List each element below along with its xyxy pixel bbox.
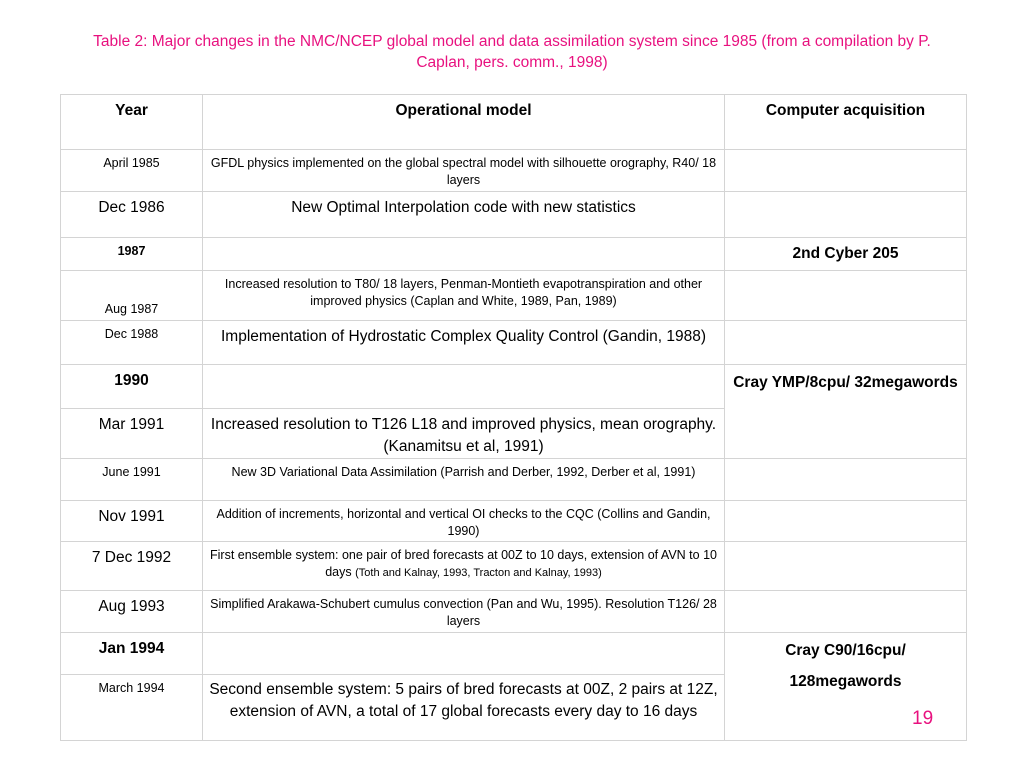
computer-cell [725,271,967,321]
year-cell: Aug 1993 [61,591,203,633]
year-cell: March 1994 [61,675,203,741]
table-row [61,542,967,591]
model-text: First ensemble system: one pair of bred forecasts at 00Z to 10 days, extension of AVN to 10 days [210,548,717,579]
year-cell: Jan 1994 [61,633,203,675]
computer-cell-merged: Cray YMP/8cpu/ 32megawords [725,365,967,459]
model-cell: Increased resolution to T80/ 18 layers, Penman-Montieth evapotranspiration and other improved physics (Caplan and White, 1989, Pan, 1989) [203,271,725,321]
table-row [61,321,967,365]
table-row [61,501,967,542]
table-row [61,271,967,321]
model-cell [203,365,725,409]
model-cell: New 3D Variational Data Assimilation (Parrish and Derber, 1992, Derber et al, 1991) [203,459,725,501]
table-row [61,633,967,675]
computer-cell [725,150,967,192]
table-row [61,459,967,501]
computer-cell [725,501,967,542]
year-cell: Mar 1991 [61,409,203,459]
computer-cell [725,192,967,238]
header-computer-acquisition: Computer acquisition [725,95,967,150]
computer-cell: 2nd Cyber 205 [725,238,967,271]
table-row [61,150,967,192]
header-operational-model: Operational model [203,95,725,150]
model-cell: New Optimal Interpolation code with new statistics [203,192,725,238]
table-header-row [61,95,967,150]
page-number: 19 [912,708,934,729]
year-cell: Dec 1988 [61,321,203,365]
year-cell: Nov 1991 [61,501,203,542]
year-cell: June 1991 [61,459,203,501]
computer-cell [725,591,967,633]
computer-cell [725,459,967,501]
computer-cell [725,321,967,365]
table-row [61,591,967,633]
model-cell: Addition of increments, horizontal and vertical OI checks to the CQC (Collins and Gandin, 1990) [203,501,725,542]
year-cell: 1990 [61,365,203,409]
year-cell: 7 Dec 1992 [61,542,203,591]
year-cell: 1987 [61,238,203,271]
table-row [61,192,967,238]
model-cell [203,633,725,675]
model-cell [203,238,725,271]
model-reference: (Toth and Kalnay, 1993, Tracton and Kalnay, 1993) [355,567,602,579]
model-cell: Increased resolution to T126 L18 and improved physics, mean orography. (Kanamitsu et al, 1991) [203,409,725,459]
slide-title: Table 2: Major changes in the NMC/NCEP global model and data assimilation system since 1985 (from a compilation by P. Caplan, pers. comm., 1998) [93,33,931,71]
year-cell: Dec 1986 [61,192,203,238]
model-cell: Simplified Arakawa-Schubert cumulus convection (Pan and Wu, 1995). Resolution T126/ 28 layers [203,591,725,633]
table-row [61,365,967,409]
model-cell: GFDL physics implemented on the global spectral model with silhouette orography, R40/ 18 layers [203,150,725,192]
computer-cell-merged: Cray C90/16cpu/ 128megawords [725,633,967,741]
model-cell [203,542,725,591]
year-cell: Aug 1987 [61,271,203,321]
year-cell: April 1985 [61,150,203,192]
model-cell: Second ensemble system: 5 pairs of bred forecasts at 00Z, 2 pairs at 12Z, extension of AVN, a total of 17 global forecasts every day to 16 days [203,675,725,741]
changes-table [60,94,967,741]
model-cell: Implementation of Hydrostatic Complex Quality Control (Gandin, 1988) [203,321,725,365]
header-year: Year [61,95,203,150]
table-row [61,238,967,271]
computer-cell [725,542,967,591]
